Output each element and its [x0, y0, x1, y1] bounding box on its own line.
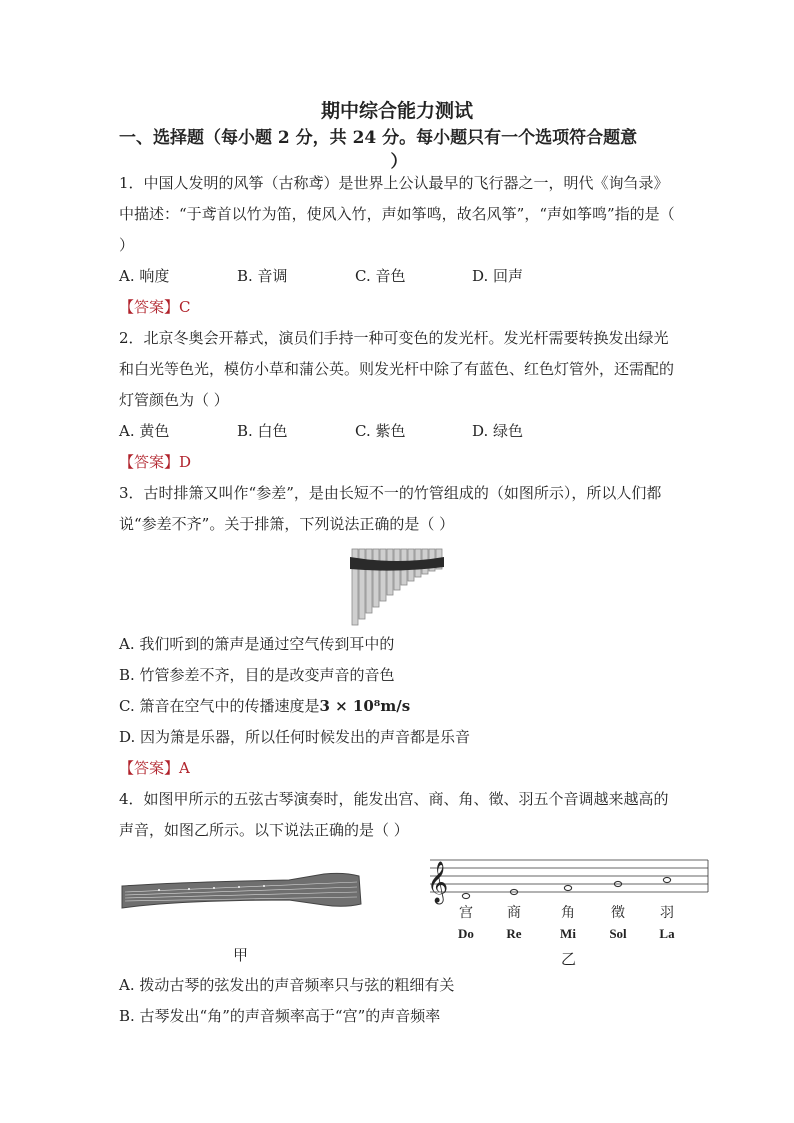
q2-option-d: D. 绿色 [472, 422, 524, 440]
panpipe-figure [349, 545, 446, 627]
solfege-mi: Mi [560, 926, 576, 941]
question-3-text: 3．古时排箫又叫作“参差”，是由长短不一的竹管组成的（如图所示），所以人们都说“参差不齐”。关于排箫，下列说法正确的是（ ） [119, 484, 662, 533]
q4-option-a: A. 拨动古琴的弦发出的声音频率只与弦的粗细有关 [119, 976, 455, 994]
note-label-zhi: 徵 [611, 905, 625, 921]
question-1-options [119, 261, 679, 292]
solfege-re: Re [506, 926, 522, 941]
q1-option-c: C. 音色 [355, 267, 406, 285]
note-label-yu: 羽 [660, 905, 674, 921]
figure-yi-caption: 乙 [561, 950, 577, 968]
guqin-figure [119, 868, 364, 916]
svg-text:𝄞: 𝄞 [427, 862, 449, 903]
q3-speed-math: 3 × 10⁸m/s [319, 697, 411, 715]
solfege-la: La [659, 926, 675, 941]
question-4-text: 4．如图甲所示的五弦古琴演奏时，能发出宫、商、角、徵、羽五个音调越来越高的声音，如图乙所示。以下说法正确的是（ ） [119, 790, 669, 839]
q3-option-c [119, 691, 679, 722]
solfege-sol: Sol [609, 926, 627, 941]
q1-option-a: A. 响度 [119, 267, 170, 285]
page-title: 期中综合能力测试 [320, 100, 473, 122]
q2-option-b: B. 白色 [237, 422, 288, 440]
q3-option-b: B. 竹管参差不齐，目的是改变声音的音色 [119, 666, 395, 684]
q1-option-d: D. 回声 [472, 267, 524, 285]
q4-option-b: B. 古琴发出“角”的声音频率高于“宫”的声音频率 [119, 1007, 441, 1025]
section-heading-closing: ） [390, 152, 408, 172]
question-2-options [119, 416, 679, 447]
section-heading [119, 126, 679, 174]
q1-option-b: B. 音调 [237, 267, 288, 285]
music-staff-figure [424, 856, 711, 906]
question-2-text: 2．北京冬奥会开幕式，演员们手持一种可变色的发光杆。发光杆需要转换发出绿光和白光等色光，模仿小草和蒲公英。则发光杆中除了有蓝色、红色灯管外，还需配的灯管颜色为（ ） [119, 329, 675, 409]
section-heading-text: 一、选择题（每小题 2 分，共 24 分。每小题只有一个选项符合题意 [119, 128, 638, 148]
q3-answer: 【答案】A [119, 759, 190, 777]
solfege-do: Do [458, 926, 474, 941]
q3-option-a: A. 我们听到的箫声是通过空气传到耳中的 [119, 635, 395, 653]
q2-option-a: A. 黄色 [119, 422, 170, 440]
figure-jia-caption: 甲 [233, 946, 249, 964]
question-1-text: 1．中国人发明的风筝（古称鸢）是世界上公认最早的飞行器之一，明代《询刍录》中描述：“于鸢首以竹为笛，使风入竹，声如筝鸣，故名风筝”，“声如筝鸣”指的是（ ） [119, 174, 675, 254]
note-label-jue: 角 [561, 905, 575, 921]
q1-answer: 【答案】C [119, 298, 191, 316]
q2-answer: 【答案】D [119, 453, 192, 471]
note-label-gong: 宫 [459, 905, 473, 921]
q3-option-c-text: C. 箫音在空气中的传播速度是 [119, 697, 320, 715]
q2-option-c: C. 紫色 [355, 422, 406, 440]
note-label-shang: 商 [507, 905, 521, 921]
q3-option-d: D. 因为箫是乐器，所以任何时候发出的声音都是乐音 [119, 728, 471, 746]
